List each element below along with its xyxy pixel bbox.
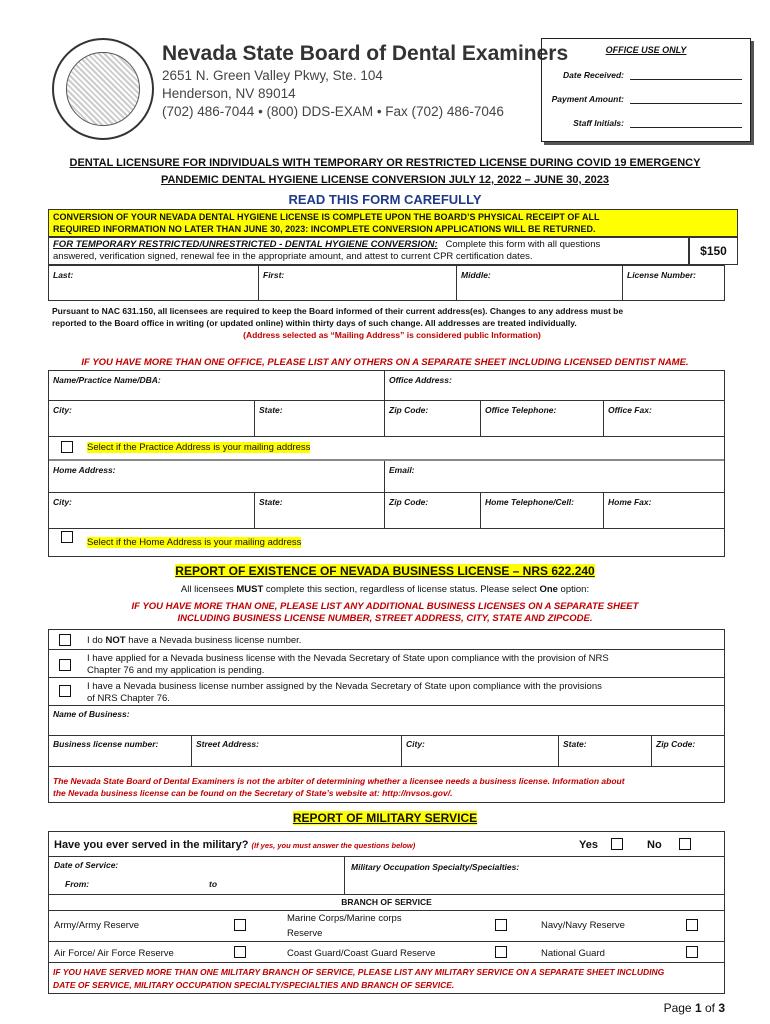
state-seal-icon xyxy=(52,38,154,140)
name-row xyxy=(48,265,725,301)
business-street-label: Street Address: xyxy=(196,739,259,749)
conversion-notice xyxy=(48,209,738,237)
disclaimer-line1: The Nevada State Board of Dental Examiners is not the arbiter of determining whether a licensee needs a business license. Information about xyxy=(53,776,625,786)
opt3-line1: I have a Nevada business license number assigned by the Nevada Secretary of State upon compliance with the provisions xyxy=(87,681,602,692)
business-street-field[interactable] xyxy=(192,735,402,766)
page-label: Page xyxy=(663,1001,695,1015)
military-warning xyxy=(53,966,664,992)
email-label: Email: xyxy=(389,465,415,475)
business-title-wrap xyxy=(0,564,770,578)
notice-line1: CONVERSION OF YOUR NEVADA DENTAL HYGIENE LICENSE IS COMPLETE UPON THE BOARD’S PHYSICAL RECEIPT OF ALL xyxy=(53,212,600,222)
office-zip-field[interactable] xyxy=(385,401,481,437)
office-warning: IF YOU HAVE MORE THAN ONE OFFICE, PLEASE LIST ANY OTHERS ON A SEPARATE SHEET INCLUDING LICENSED DENTIST NAME. xyxy=(81,357,689,368)
office-zip-label: Zip Code: xyxy=(389,405,429,415)
practice-mailing-label: Select if the Practice Address is your mailing address xyxy=(87,442,311,453)
military-warning-line1: IF YOU HAVE SERVED MORE THAN ONE MILITARY BRANCH OF SERVICE, PLEASE LIST ANY MILITARY SERVICE ON A SEPARATE SHEET INCLUDING xyxy=(53,967,665,977)
address-note-line3: (Address selected as “Mailing Address” is considered public Information) xyxy=(243,330,541,340)
home-zip-label: Zip Code: xyxy=(389,497,429,507)
marine-label xyxy=(287,911,402,941)
page-number xyxy=(664,1001,725,1015)
home-mailing-row xyxy=(49,529,724,556)
read-carefully-heading: READ THIS FORM CAREFULLY xyxy=(288,192,482,207)
military-grid xyxy=(48,831,725,994)
branch-title: BRANCH OF SERVICE xyxy=(341,897,432,907)
business-intro-b: complete this section, regardless of license status. Please select xyxy=(263,584,540,595)
middle-name-label: Middle: xyxy=(461,270,491,280)
org-address-line1: 2651 N. Green Valley Pkwy, Ste. 104 xyxy=(162,68,383,83)
practice-name-label: Name/Practice Name/DBA: xyxy=(53,375,161,385)
opt1-not: NOT xyxy=(105,635,126,646)
business-name-field[interactable] xyxy=(49,705,724,735)
business-intro-must: MUST xyxy=(236,584,264,595)
page-total: 3 xyxy=(718,1001,725,1015)
military-yes-checkbox[interactable] xyxy=(611,838,623,850)
address-note xyxy=(52,305,732,341)
home-telephone-field[interactable] xyxy=(481,493,604,529)
military-question xyxy=(54,839,415,851)
business-number-field[interactable] xyxy=(49,735,192,766)
practice-name-field[interactable] xyxy=(49,371,385,401)
date-received-label: Date Received: xyxy=(563,70,624,80)
home-mailing-checkbox[interactable] xyxy=(61,531,73,543)
military-title: REPORT OF MILITARY SERVICE xyxy=(292,811,478,825)
practice-mailing-checkbox[interactable] xyxy=(61,441,73,453)
home-city-label: City: xyxy=(53,497,72,507)
business-city-field[interactable] xyxy=(402,735,559,766)
last-name-label: Last: xyxy=(53,270,74,280)
office-use-title: OFFICE USE ONLY xyxy=(605,45,687,55)
business-warning-line2: INCLUDING BUSINESS LICENSE NUMBER, STREET ADDRESS, CITY, STATE AND ZIPCODE. xyxy=(177,613,593,624)
business-state-label: State: xyxy=(563,739,587,749)
military-question-note: (If yes, you must answer the questions below) xyxy=(251,841,416,850)
home-state-label: State: xyxy=(259,497,283,507)
business-warning-line1: IF YOU HAVE MORE THAN ONE, PLEASE LIST ANY ADDITIONAL BUSINESS LICENSES ON A SEPARATE SHEET xyxy=(131,601,639,612)
home-telephone-label: Home Telephone/Cell: xyxy=(485,497,574,507)
license-number-field[interactable] xyxy=(623,266,724,300)
business-intro xyxy=(0,584,770,595)
email-field[interactable] xyxy=(385,461,724,493)
address-note-line2: reported to the Board office in writing (or updated online) within thirty days of such change. All addresses are treated individually. xyxy=(52,318,577,328)
page-of: of xyxy=(701,1001,719,1015)
office-state-label: State: xyxy=(259,405,283,415)
home-state-field[interactable] xyxy=(255,493,385,529)
business-city-label: City: xyxy=(406,739,425,749)
fee-amount: $150 xyxy=(689,237,738,265)
marine-checkbox[interactable] xyxy=(495,919,507,931)
navy-checkbox[interactable] xyxy=(686,919,698,931)
option-has-license xyxy=(87,681,602,705)
address-note-line1: Pursuant to NAC 631.150, all licensees are required to keep the Board informed of their current address(es). Changes to any address must be xyxy=(52,306,624,316)
business-intro-a: All licensees xyxy=(180,584,237,595)
applied-license-checkbox[interactable] xyxy=(59,659,71,671)
middle-name-field[interactable] xyxy=(457,266,623,300)
address-grid xyxy=(48,370,725,557)
opt2-line2: Chapter 76 and my application is pending. xyxy=(87,665,265,676)
marine-line1: Marine Corps/Marine corps xyxy=(287,913,402,924)
org-name: Nevada State Board of Dental Examiners xyxy=(162,42,569,65)
staff-initials-field xyxy=(630,118,742,128)
mos-label[interactable]: Military Occupation Specialty/Specialties: xyxy=(351,862,520,872)
opt2-line1: I have applied for a Nevada business license with the Nevada Secretary of State upon compliance with the provision of NRS xyxy=(87,653,609,664)
marine-line2: Reserve xyxy=(287,928,323,939)
practice-mailing-row xyxy=(49,437,724,461)
home-zip-field[interactable] xyxy=(385,493,481,529)
home-city-field[interactable] xyxy=(49,493,255,529)
business-number-label: Business license number: xyxy=(53,739,159,749)
business-title: REPORT OF EXISTENCE OF NEVADA BUSINESS LICENSE – NRS 622.240 xyxy=(175,564,595,578)
office-use-box xyxy=(541,38,751,142)
payment-amount-field xyxy=(630,94,742,104)
conversion-instructions xyxy=(48,237,689,265)
military-no-checkbox[interactable] xyxy=(679,838,691,850)
disclaimer-line2: the Nevada business license can be found on the Secretary of State’s website at: http://nvsos.gov/. xyxy=(53,788,453,798)
conversion-text2: answered, verification signed, renewal fee in the appropriate amount, and attest to current CPR certification dates. xyxy=(53,251,533,262)
first-name-field[interactable] xyxy=(259,266,457,300)
business-zip-field[interactable] xyxy=(652,735,724,766)
home-mailing-label: Select if the Home Address is your mailing address xyxy=(87,537,302,548)
military-question-text: Have you ever served in the military? xyxy=(54,839,249,851)
date-received-field xyxy=(630,70,742,80)
office-city-label: City: xyxy=(53,405,72,415)
form-title-line1: DENTAL LICENSURE FOR INDIVIDUALS WITH TEMPORARY OR RESTRICTED LICENSE DURING COVID 19 EMERGENCY xyxy=(69,157,701,169)
yes-label: Yes xyxy=(579,839,598,851)
staff-initials-label: Staff Initials: xyxy=(573,118,624,128)
business-grid xyxy=(48,629,725,803)
opt3-line2: of NRS Chapter 76. xyxy=(87,693,170,704)
navy-label: Navy/Navy Reserve xyxy=(541,920,625,931)
military-warning-line2: DATE OF SERVICE, MILITARY OCCUPATION SPECIALTY/SPECIALTIES AND BRANCH OF SERVICE. xyxy=(53,980,455,990)
office-address-field[interactable] xyxy=(385,371,724,401)
option-no-license xyxy=(87,635,301,646)
last-name-field[interactable] xyxy=(49,266,259,300)
payment-amount-label: Payment Amount: xyxy=(551,94,624,104)
national-guard-label: National Guard xyxy=(541,948,605,959)
army-checkbox[interactable] xyxy=(234,919,246,931)
home-address-field[interactable] xyxy=(49,461,385,493)
notice-line2: REQUIRED INFORMATION NO LATER THAN JUNE 30, 2023: INCOMPLETE CONVERSION APPLICATIONS WILL BE RETURNED. xyxy=(53,224,596,234)
business-intro-one: One xyxy=(539,584,558,595)
office-state-field[interactable] xyxy=(255,401,385,437)
to-label[interactable]: to xyxy=(209,879,218,889)
coast-guard-checkbox[interactable] xyxy=(495,946,507,958)
office-fax-label: Office Fax: xyxy=(608,405,652,415)
home-fax-label: Home Fax: xyxy=(608,497,652,507)
office-city-field[interactable] xyxy=(49,401,255,437)
no-business-license-checkbox[interactable] xyxy=(59,634,71,646)
national-guard-checkbox[interactable] xyxy=(686,946,698,958)
first-name-label: First: xyxy=(263,270,285,280)
coast-guard-label: Coast Guard/Coast Guard Reserve xyxy=(287,948,436,959)
date-of-service-label: Date of Service: xyxy=(54,860,119,870)
business-name-label: Name of Business: xyxy=(53,709,130,719)
business-state-field[interactable] xyxy=(559,735,652,766)
business-disclaimer xyxy=(53,775,625,799)
org-address-line2: Henderson, NV 89014 xyxy=(162,86,296,101)
opt1-a: I do xyxy=(87,635,106,646)
conversion-label: FOR TEMPORARY RESTRICTED/UNRESTRICTED - DENTAL HYGIENE CONVERSION: xyxy=(53,239,438,250)
office-address-label: Office Address: xyxy=(389,375,452,385)
home-fax-field[interactable] xyxy=(604,493,724,529)
office-fax-field[interactable] xyxy=(604,401,724,437)
has-license-checkbox[interactable] xyxy=(59,685,71,697)
opt1-b: have a Nevada business license number. xyxy=(125,635,302,646)
army-label: Army/Army Reserve xyxy=(54,920,139,931)
conversion-text1: Complete this form with all questions xyxy=(445,239,601,250)
no-label: No xyxy=(647,839,662,851)
home-address-label: Home Address: xyxy=(53,465,116,475)
business-zip-label: Zip Code: xyxy=(656,739,696,749)
license-number-label: License Number: xyxy=(627,270,696,280)
airforce-checkbox[interactable] xyxy=(234,946,246,958)
office-telephone-field[interactable] xyxy=(481,401,604,437)
military-title-wrap xyxy=(0,811,770,825)
page-current: 1 xyxy=(694,1001,702,1015)
option-applied xyxy=(87,653,609,677)
business-intro-c: option: xyxy=(557,584,590,595)
office-telephone-label: Office Telephone: xyxy=(485,405,557,415)
org-phones: (702) 486-7044 • (800) DDS-EXAM • Fax (702) 486-7046 xyxy=(162,104,504,119)
form-title-line2: PANDEMIC DENTAL HYGIENE LICENSE CONVERSION JULY 12, 2022 – JUNE 30, 2023 xyxy=(160,174,610,186)
from-label[interactable]: From: xyxy=(65,879,90,889)
airforce-label: Air Force/ Air Force Reserve xyxy=(54,948,174,959)
